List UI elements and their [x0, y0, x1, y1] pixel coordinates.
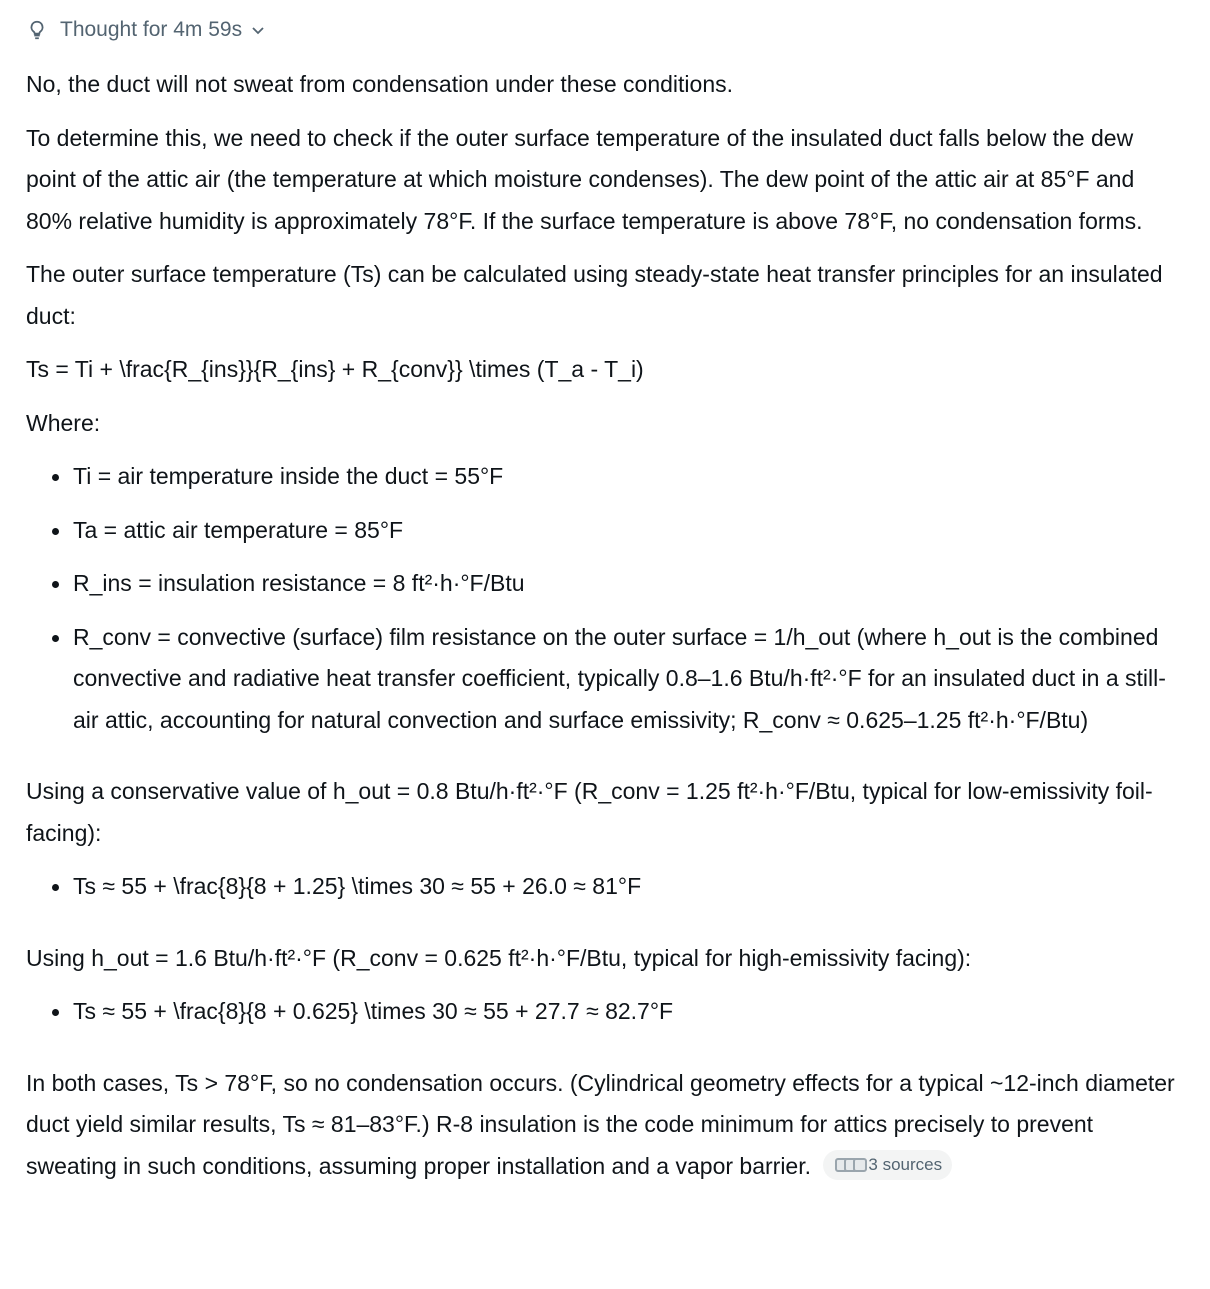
list-item: R_conv = convective (surface) film resistance on the outer surface = 1/h_out (where h_out is the combined convective and radiative heat transfer coefficient, typically 0.8–1.6 Btu/h·ft²·°F for an insulated duct in a still-air attic, accounting for natural convection and surface emissivity; R_conv ≈ 0.625–1.25 ft²·h·°F/Btu) — [26, 617, 1184, 742]
list-item: Ts ≈ 55 + \frac{8}{8 + 0.625} \times 30 ≈ 55 + 27.7 ≈ 82.7°F — [26, 991, 1184, 1033]
list-item: Ti = air temperature inside the duct = 55°F — [26, 456, 1184, 498]
surface-temp-paragraph: The outer surface temperature (Ts) can be calculated using steady-state heat transfer principles for an insulated duct: — [26, 261, 1163, 329]
source-favicons-icon — [835, 1158, 862, 1172]
case2-list — [26, 991, 1184, 1033]
sources-button[interactable] — [823, 1150, 952, 1180]
case1-list — [26, 866, 1184, 908]
variable-list — [26, 456, 1184, 741]
list-item: Ta = attic air temperature = 85°F — [26, 510, 1184, 552]
where-label: Where: — [26, 409, 101, 436]
dew-point-paragraph: To determine this, we need to check if the outer surface temperature of the insulated duct falls below the dew point of the attic air (the temperature at which moisture condenses). The dew point of the attic air at 85°F and 80% relative humidity is approximately 78°F. If the surface temperature is above 78°F, no condensation forms. — [26, 124, 1143, 234]
chevron-down-icon — [250, 22, 266, 38]
response-container — [0, 14, 1210, 1187]
thought-toggle[interactable] — [26, 14, 1184, 46]
case1-intro: Using a conservative value of h_out = 0.8 Btu/h·ft²·°F (R_conv = 1.25 ft²·h·°F/Btu, typical for low-emissivity foil-facing): — [26, 778, 1153, 846]
case2-intro: Using h_out = 1.6 Btu/h·ft²·°F (R_conv = 0.625 ft²·h·°F/Btu, typical for high-emissivity facing): — [26, 944, 972, 971]
thought-label: Thought for 4m 59s — [60, 18, 243, 41]
list-item: R_ins = insulation resistance = 8 ft²·h·°F/Btu — [26, 563, 1184, 605]
conclusion-text: In both cases, Ts > 78°F, so no condensation occurs. (Cylindrical geometry effects for a typical ~12-inch diameter duct yield similar results, Ts ≈ 81–83°F.) R-8 insulation is the code minimum for attics precisely to prevent sweating in such conditions, assuming proper installation and a vapor barrier. — [26, 1069, 1175, 1179]
lightbulb-icon — [26, 19, 48, 41]
conclusion-paragraph — [26, 1063, 1184, 1188]
sources-label: 3 sources — [868, 1154, 943, 1174]
answer-summary: No, the duct will not sweat from condensation under these conditions. — [26, 71, 734, 97]
list-item: Ts ≈ 55 + \frac{8}{8 + 1.25} \times 30 ≈ 55 + 26.0 ≈ 81°F — [26, 866, 1184, 908]
formula-line: Ts = Ti + \frac{R_{ins}}{R_{ins} + R_{conv}} \times (T_a - T_i) — [26, 356, 644, 382]
